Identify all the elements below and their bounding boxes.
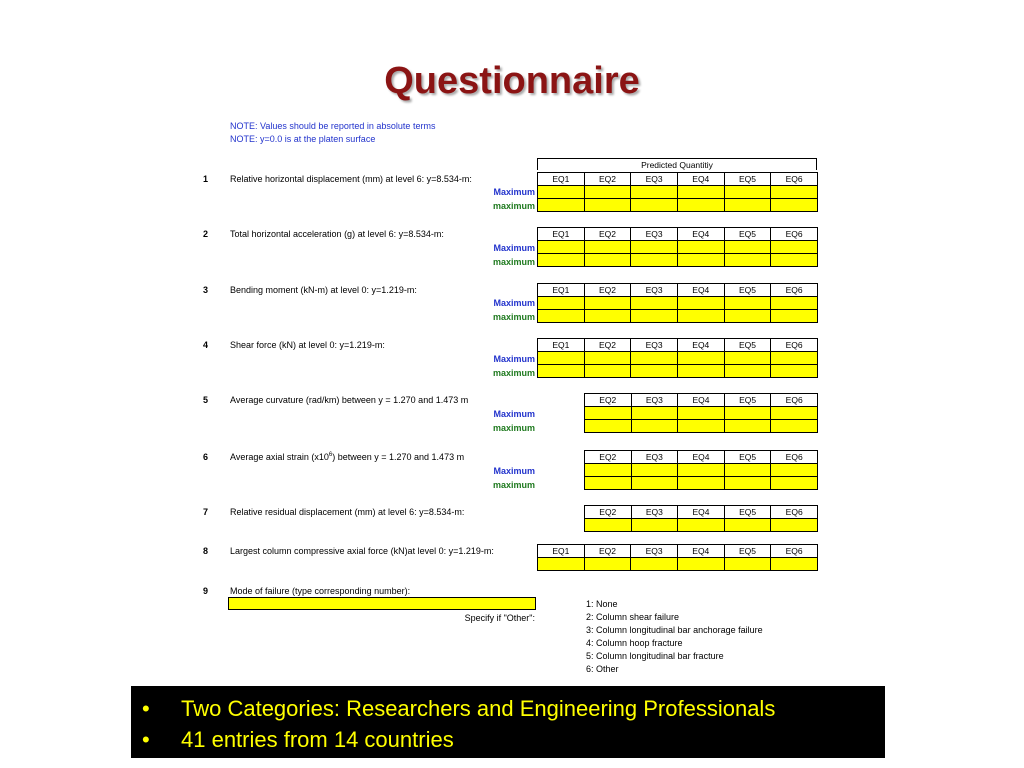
col-eq2: EQ2 [585,506,632,519]
input-cell[interactable] [585,477,632,490]
maximum-input-row [585,464,818,477]
question-number: 1 [202,174,208,184]
col-eq3: EQ3 [631,173,678,186]
input-cell[interactable] [678,407,725,420]
input-cell[interactable] [771,297,818,310]
input-cell[interactable] [677,365,724,378]
input-cell[interactable] [584,186,631,199]
input-cell[interactable] [771,558,818,571]
row-label-maximum: Maximum [493,409,535,419]
input-cell[interactable] [771,241,818,254]
summary-banner [131,686,885,758]
input-cell[interactable] [631,365,678,378]
question-text: Relative residual displacement (mm) at level 6: y=8.534-m: [230,507,465,517]
failure-option: 5: Column longitudinal bar fracture [586,651,724,661]
failure-option: 3: Column longitudinal bar anchorage failure [586,625,763,635]
input-cell[interactable] [771,310,818,323]
col-eq5: EQ5 [724,284,771,297]
input-cell[interactable] [678,477,725,490]
header-row [538,173,818,186]
input-cell[interactable] [771,519,818,532]
input-cell[interactable] [585,407,632,420]
question-number: 5 [202,395,208,405]
col-eq3: EQ3 [631,228,678,241]
input-cell[interactable] [631,420,678,433]
question-number: 6 [202,452,208,462]
note-platen-surface: NOTE: y=0.0 is at the platen surface [230,134,376,144]
header-row [538,545,818,558]
col-eq6: EQ6 [771,545,818,558]
input-cell[interactable] [538,186,585,199]
input-cell[interactable] [677,352,724,365]
input-cell[interactable] [724,519,771,532]
input-cell[interactable] [677,199,724,212]
col-eq4: EQ4 [678,394,725,407]
col-eq2: EQ2 [584,545,631,558]
input-cell[interactable] [585,519,632,532]
input-cell[interactable] [631,297,678,310]
input-cell[interactable] [771,477,818,490]
input-cell[interactable] [631,199,678,212]
question-text: Average curvature (rad/km) between y = 1.270 and 1.473 m [230,395,469,405]
col-eq3: EQ3 [631,451,678,464]
col-eq3: EQ3 [631,394,678,407]
input-cell[interactable] [677,241,724,254]
input-cell[interactable] [724,297,771,310]
input-cell[interactable] [538,199,585,212]
input-cell[interactable] [724,186,771,199]
input-cell[interactable] [724,254,771,267]
row-label-minimum: maximum [492,423,535,433]
col-eq1: EQ1 [538,545,585,558]
input-cell[interactable] [631,186,678,199]
input-cell[interactable] [678,464,725,477]
input-cell[interactable] [724,365,771,378]
minimum-input-row [538,365,818,378]
col-eq3: EQ3 [631,545,678,558]
row-label-maximum: Maximum [493,466,535,476]
question-text: Total horizontal acceleration (g) at level 6: y=8.534-m: [230,229,444,239]
col-eq5: EQ5 [724,228,771,241]
col-eq4: EQ4 [678,506,725,519]
input-cell[interactable] [538,254,585,267]
input-cell[interactable] [724,558,771,571]
col-eq1: EQ1 [538,173,585,186]
col-eq1: EQ1 [538,228,585,241]
question-text: Shear force (kN) at level 0: y=1.219-m: [230,340,385,350]
question-text [230,452,464,462]
col-eq3: EQ3 [631,284,678,297]
page-title: Questionnaire [384,60,640,102]
row-label-maximum: Maximum [493,243,535,253]
failure-option: 1: None [586,599,618,609]
input-cell[interactable] [631,407,678,420]
input-cell[interactable] [724,464,771,477]
col-eq2: EQ2 [584,339,631,352]
input-cell[interactable] [677,186,724,199]
q5-answer-grid [584,393,818,433]
superscript-exponent: 6 [328,452,333,458]
input-cell[interactable] [631,254,678,267]
input-cell[interactable] [724,241,771,254]
input-cell[interactable] [677,310,724,323]
input-cell[interactable] [771,420,818,433]
col-eq6: EQ6 [771,451,818,464]
header-row [585,394,818,407]
question-number: 2 [202,229,208,239]
minimum-input-row [585,420,818,433]
input-cell[interactable] [584,558,631,571]
input-cell[interactable] [677,297,724,310]
q8-answer-grid [537,544,818,571]
value-input-row [585,519,818,532]
q3-answer-grid [537,283,818,323]
input-cell[interactable] [724,407,771,420]
question-number: 4 [202,340,208,350]
col-eq3: EQ3 [631,339,678,352]
input-cell[interactable] [771,407,818,420]
input-cell[interactable] [631,241,678,254]
input-cell[interactable] [631,464,678,477]
input-cell[interactable] [771,365,818,378]
col-eq1: EQ1 [538,284,585,297]
question-number: 7 [202,507,208,517]
col-eq5: EQ5 [724,545,771,558]
header-row [585,451,818,464]
col-eq4: EQ4 [677,545,724,558]
row-label-minimum: maximum [492,257,535,267]
header-row [538,339,818,352]
specify-other-label: Specify if "Other": [464,613,535,623]
input-cell[interactable] [724,199,771,212]
minimum-input-row [538,254,818,267]
row-label-minimum: maximum [492,368,535,378]
row-label-maximum: Maximum [493,298,535,308]
col-eq6: EQ6 [771,228,818,241]
input-cell[interactable] [631,310,678,323]
failure-mode-input[interactable] [228,597,536,610]
maximum-input-row [538,352,818,365]
q6-answer-grid [584,450,818,490]
input-cell[interactable] [631,558,678,571]
bullet-marker: • [142,727,150,752]
note-absolute-terms: NOTE: Values should be reported in absolute terms [230,121,436,131]
col-eq4: EQ4 [677,284,724,297]
maximum-input-row [538,297,818,310]
input-cell[interactable] [631,352,678,365]
predicted-quantity-header: Predicted Quantitiy [537,158,817,170]
input-cell[interactable] [771,254,818,267]
question-text-before: Average axial strain (x10 [230,452,329,462]
value-input-row [538,558,818,571]
maximum-input-row [538,241,818,254]
maximum-input-row [585,407,818,420]
input-cell[interactable] [724,477,771,490]
col-eq6: EQ6 [771,339,818,352]
input-cell[interactable] [585,464,632,477]
header-row [538,228,818,241]
banner-bullet-entries: 41 entries from 14 countries [181,727,454,752]
row-label-minimum: maximum [492,480,535,490]
q2-answer-grid [537,227,818,267]
col-eq4: EQ4 [677,173,724,186]
input-cell[interactable] [538,365,585,378]
input-cell[interactable] [584,365,631,378]
col-eq1: EQ1 [538,339,585,352]
col-eq3: EQ3 [631,506,678,519]
col-eq2: EQ2 [584,284,631,297]
q1-answer-grid [537,172,818,212]
header-row [538,284,818,297]
question-text-after: ) between y = 1.270 and 1.473 m [332,452,465,462]
failure-option: 2: Column shear failure [586,612,680,622]
bullet-marker: • [142,696,150,721]
col-eq2: EQ2 [585,451,632,464]
input-cell[interactable] [584,199,631,212]
question-number: 3 [202,285,208,295]
row-label-maximum: Maximum [493,354,535,364]
col-eq5: EQ5 [724,506,771,519]
input-cell[interactable] [631,519,678,532]
input-cell[interactable] [677,558,724,571]
failure-option: 6: Other [586,664,619,674]
col-eq6: EQ6 [771,284,818,297]
input-cell[interactable] [584,254,631,267]
col-eq5: EQ5 [724,394,771,407]
input-cell[interactable] [538,558,585,571]
col-eq5: EQ5 [724,173,771,186]
input-cell[interactable] [771,352,818,365]
q4-answer-grid [537,338,818,378]
minimum-input-row [538,199,818,212]
question-text: Relative horizontal displacement (mm) at level 6: y=8.534-m: [230,174,472,184]
maximum-input-row [538,186,818,199]
col-eq4: EQ4 [677,339,724,352]
input-cell[interactable] [771,199,818,212]
col-eq6: EQ6 [771,394,818,407]
question-number: 9 [202,586,208,596]
col-eq2: EQ2 [584,173,631,186]
q7-answer-grid [584,505,818,532]
input-cell[interactable] [724,310,771,323]
question-text: Bending moment (kN-m) at level 0: y=1.219-m: [230,285,417,295]
col-eq6: EQ6 [771,173,818,186]
col-eq2: EQ2 [584,228,631,241]
col-eq5: EQ5 [724,339,771,352]
col-eq4: EQ4 [678,451,725,464]
minimum-input-row [538,310,818,323]
input-cell[interactable] [771,464,818,477]
col-eq5: EQ5 [724,451,771,464]
input-cell[interactable] [538,310,585,323]
input-cell[interactable] [724,420,771,433]
col-eq2: EQ2 [585,394,632,407]
input-cell[interactable] [584,297,631,310]
input-cell[interactable] [678,420,725,433]
input-cell[interactable] [585,420,632,433]
col-eq6: EQ6 [771,506,818,519]
input-cell[interactable] [724,352,771,365]
question-text: Largest column compressive axial force (kN)at level 0: y=1.219-m: [230,546,494,556]
question-text: Mode of failure (type corresponding number): [230,586,411,596]
input-cell[interactable] [538,352,585,365]
row-label-maximum: Maximum [493,187,535,197]
input-cell[interactable] [678,519,725,532]
input-cell[interactable] [631,477,678,490]
banner-bullet-categories: Two Categories: Researchers and Engineering Professionals [181,696,776,721]
input-cell[interactable] [584,310,631,323]
header-row [585,506,818,519]
row-label-minimum: maximum [492,312,535,322]
failure-option: 4: Column hoop fracture [586,638,683,648]
input-cell[interactable] [538,241,585,254]
input-cell[interactable] [538,297,585,310]
input-cell[interactable] [584,241,631,254]
col-eq4: EQ4 [677,228,724,241]
minimum-input-row [585,477,818,490]
row-label-minimum: maximum [492,201,535,211]
question-number: 8 [202,546,208,556]
input-cell[interactable] [584,352,631,365]
input-cell[interactable] [771,186,818,199]
input-cell[interactable] [677,254,724,267]
